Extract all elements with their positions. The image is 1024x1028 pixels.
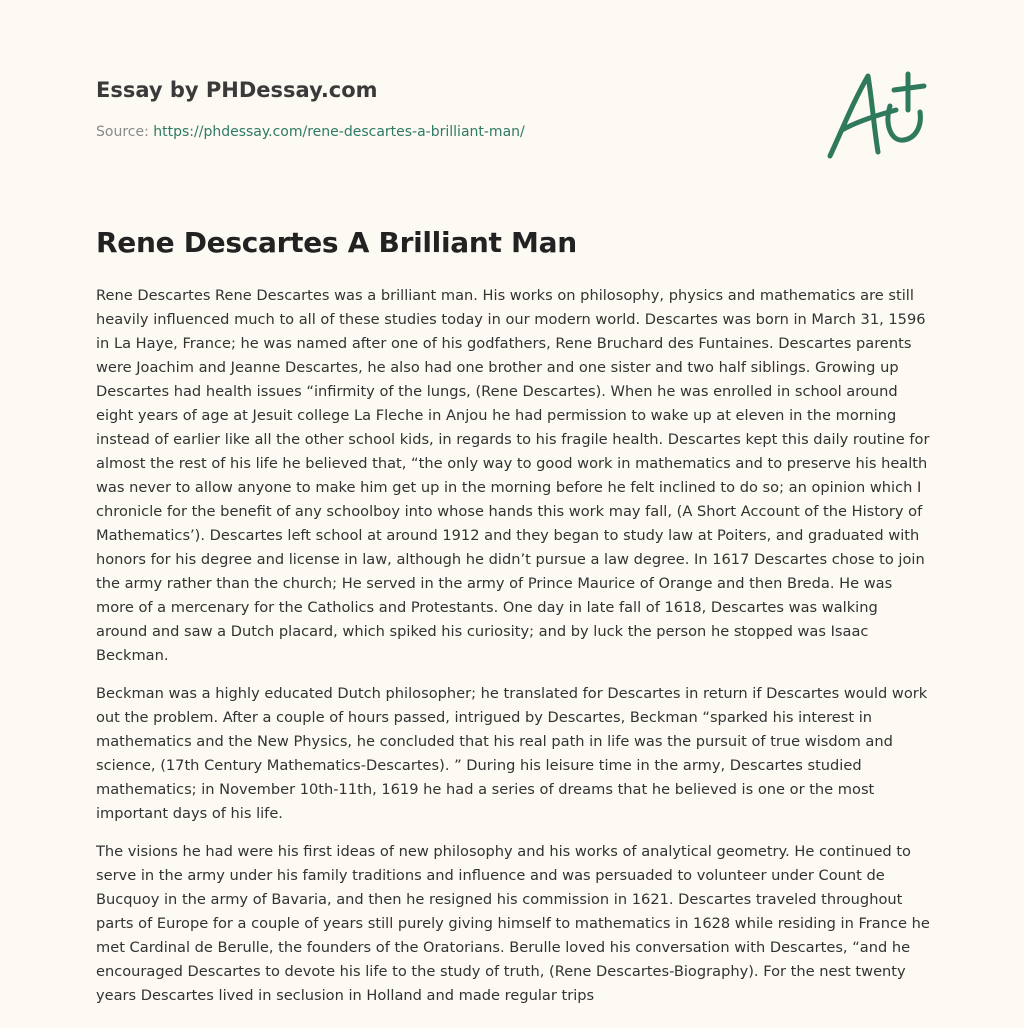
essay-title: Rene Descartes A Brilliant Man	[96, 226, 577, 259]
essay-paragraph: Rene Descartes Rene Descartes was a brilliant man. His works on philosophy, physics and mathematics are still heavily influenced much to all of these studies today in our modern world. Descartes was born in March 31, 1596 in La Haye, France; he was named after one of his godfathers, Rene Bruchard des Funtaines. Descartes parents were Joachim and Jeanne Descartes, he also had one brother and one sister and two half siblings. Growing up Descartes had health issues “infirmity of the lungs, (Rene Descartes). When he was enrolled in school around eight years of age at Jesuit college La Fleche in Anjou he had permission to wake up at eleven in the morning instead of earlier like all the other school kids, in regards to his fragile health. Descartes kept this daily routine for almost the rest of his life he believed that, “the only way to good work in mathematics and to preserve his health was never to allow anyone to make him get up in the morning before he felt inclined to do so; an opinion which I chronicle for the benefit of any schoolboy into whose hands this work may fall, (A Short Account of the History of Mathematics’). Descartes left school at around 1912 and they began to study law at Poiters, and graduated with honors for his degree and license in law, although he didn’t pursue a law degree. In 1617 Descartes chose to join the army rather than the church; He served in the army of Prince Maurice of Orange and then Breda. He was more of a mercenary for the Catholics and Protestants. One day in late fall of 1618, Descartes was walking around and saw a Dutch placard, which spiked his curiosity; and by luck the person he stopped was Isaac Beckman.	[96, 287, 930, 664]
essay-paragraph: The visions he had were his first ideas of new philosophy and his works of analytical geometry. He continued to serve in the army under his family traditions and influence and was persuaded to volunteer under Count de Bucquoy in the army of Bavaria, and then he resigned his commission in 1621. Descartes traveled throughout parts of Europe for a couple of years still purely giving himself to mathematics in 1628 while residing in France he met Cardinal de Berulle, the founders of the Oratorians. Berulle loved his conversation with Descartes, “and he encouraged Descartes to devote his life to the study of truth, (Rene Descartes-Biography). For the nest twenty years Descartes lived in seclusion in Holland and made regular trips	[96, 843, 930, 1004]
source-label: Source:	[96, 124, 149, 140]
essay-body	[96, 284, 930, 1022]
a-plus-icon	[824, 70, 928, 162]
site-title: Essay by PHDessay.com	[96, 78, 378, 102]
source-link[interactable]: https://phdessay.com/rene-descartes-a-brilliant-man/	[153, 124, 525, 140]
essay-paragraph: Beckman was a highly educated Dutch philosopher; he translated for Descartes in return if Descartes would work out the problem. After a couple of hours passed, intrigued by Descartes, Beckman “sparked his interest in mathematics and the New Physics, he concluded that his real path in life was the pursuit of true wisdom and science, (17th Century Mathematics-Descartes). ” During his leisure time in the army, Descartes studied mathematics; in November 10th-11th, 1619 he had a series of dreams that he believed is one or the most important days of his life.	[96, 685, 928, 822]
source-line	[96, 124, 525, 140]
